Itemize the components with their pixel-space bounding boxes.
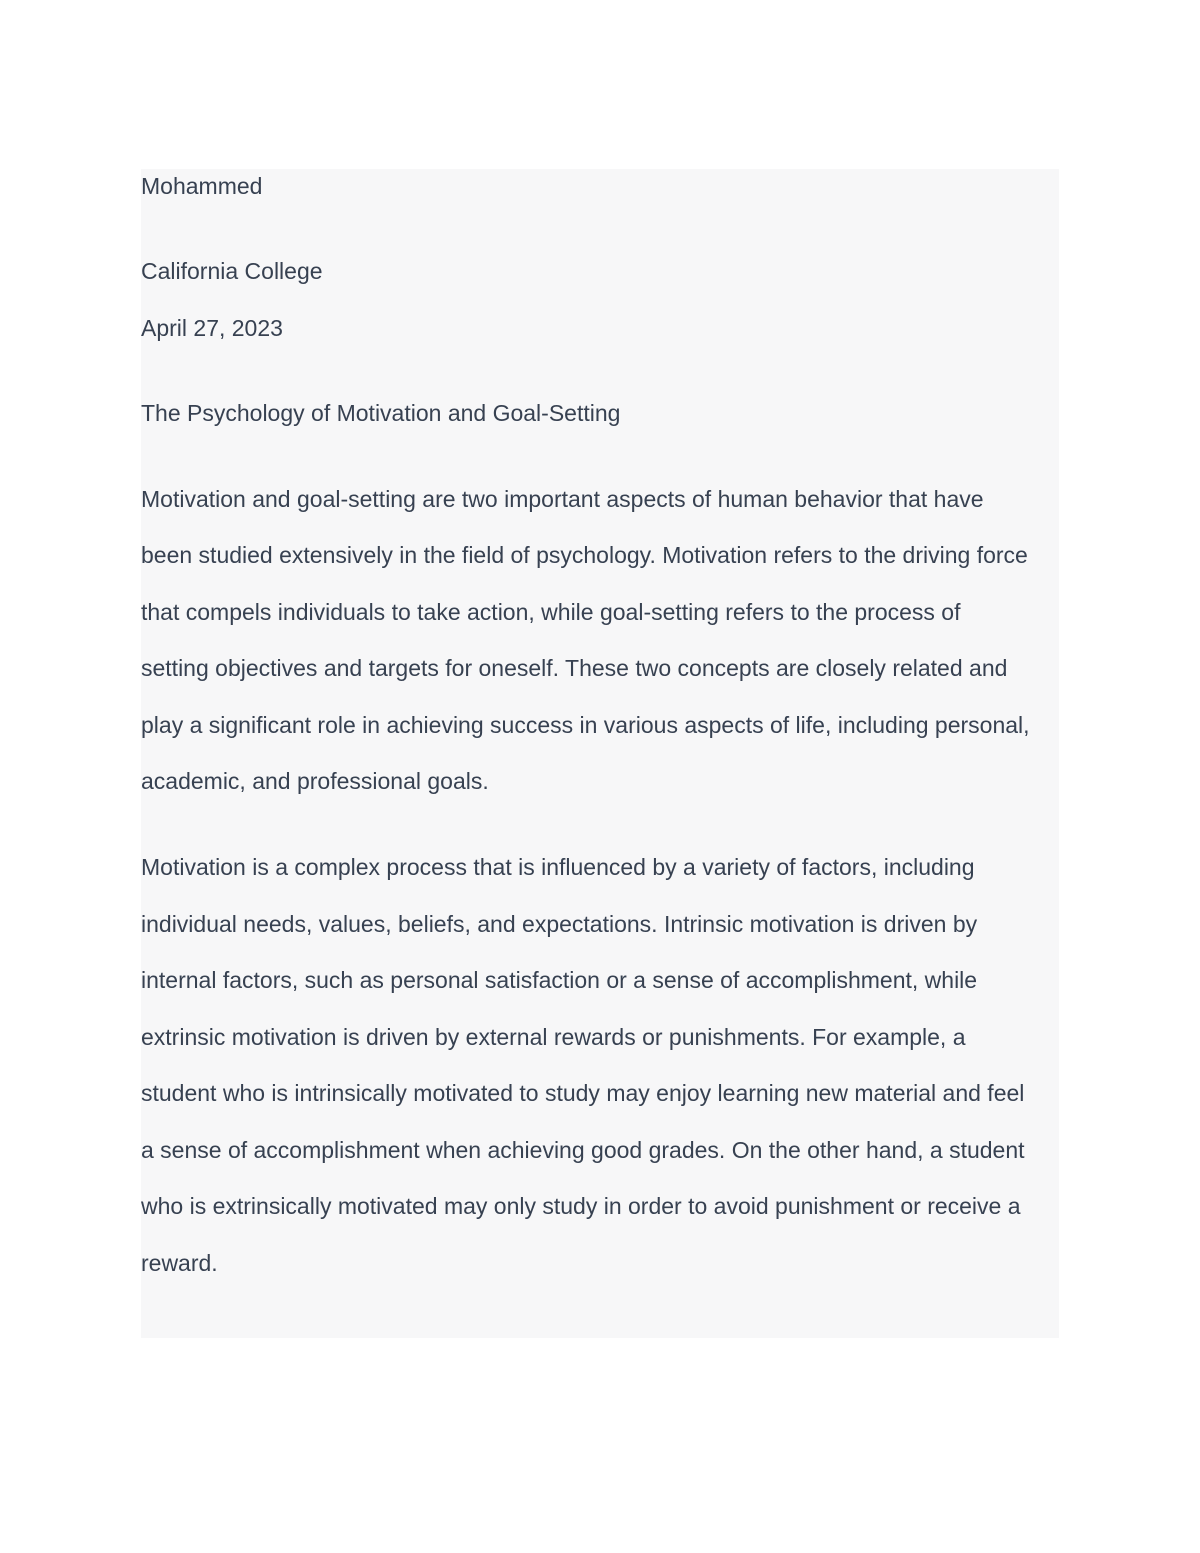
institution-name: California College: [141, 258, 323, 284]
paragraph-1-line-6: academic, and professional goals.: [141, 768, 489, 794]
paragraph-2-line-3: internal factors, such as personal satisfaction or a sense of accomplishment, while: [141, 967, 978, 993]
author-name: Mohammed: [141, 173, 263, 199]
paragraph-2-line-6: a sense of accomplishment when achieving good grades. On the other hand, a student: [141, 1137, 1025, 1163]
paragraph-1-line-5: play a significant role in achieving success in various aspects of life, including personal,: [141, 712, 1030, 738]
paragraph-1-line-4: setting objectives and targets for oneself. These two concepts are closely related and: [141, 655, 1008, 681]
paragraph-2-line-7: who is extrinsically motivated may only study in order to avoid punishment or receive a: [141, 1193, 1021, 1219]
paragraph-2-line-4: extrinsic motivation is driven by external rewards or punishments. For example, a: [141, 1024, 966, 1050]
paragraph-2-line-5: student who is intrinsically motivated to study may enjoy learning new material and feel: [141, 1080, 1025, 1106]
paragraph-1-line-2: been studied extensively in the field of psychology. Motivation refers to the driving force: [141, 542, 1028, 568]
document-date: April 27, 2023: [141, 315, 283, 341]
paragraph-2-line-1: Motivation is a complex process that is influenced by a variety of factors, including: [141, 854, 975, 880]
paragraph-1-line-1: Motivation and goal-setting are two important aspects of human behavior that have: [141, 486, 984, 512]
text-block: [141, 169, 1059, 1338]
paragraph-2-line-8: reward.: [141, 1250, 218, 1276]
paragraph-1-line-3: that compels individuals to take action, while goal-setting refers to the process of: [141, 599, 961, 625]
paragraph-2-line-2: individual needs, values, beliefs, and expectations. Intrinsic motivation is driven by: [141, 911, 978, 937]
document-title: The Psychology of Motivation and Goal-Setting: [141, 400, 621, 426]
